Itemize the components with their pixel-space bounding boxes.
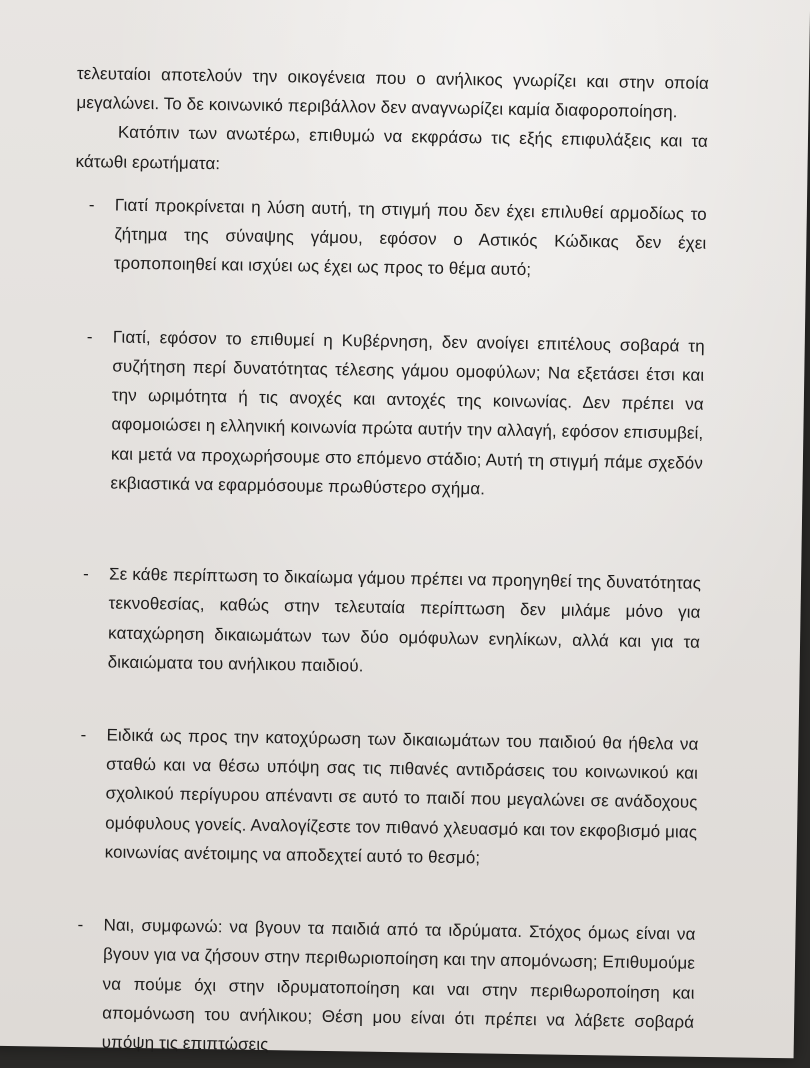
dash-bullet: -: [80, 725, 87, 745]
list-item: [64, 720, 698, 876]
dash-bullet: -: [88, 195, 95, 215]
list-item: [61, 910, 695, 1066]
document-body: [61, 59, 709, 1066]
intro-paragraph: τελευταίοι αποτελούν την οικογένεια που ο ανήλικος γνωρίζει και στην οποία μεγαλώνει. Το δε κοινωνικό περιβάλλον δεν αναγνωρίζει καμία διαφοροποίηση.: [76, 63, 709, 122]
dash-bullet: -: [82, 564, 89, 584]
list-item-text: Γιατί προκρίνεται η λύση αυτή, τη στιγμή που δεν έχει επιλυθεί αρμοδίως το ζήτημα της σύναψης γάμου, εφόσον ο Αστικός Κώδικας δεν έχει τροποποιηθεί και ισχύει ως έχει ως προς το θέμα αυτό;: [113, 195, 707, 280]
dash-bullet: -: [86, 326, 93, 346]
questions-intro-paragraph: Κατόπιν των ανωτέρω, επιθυμώ να εκφράσω τις εξής επιφυλάξεις και τα κάτωθι ερωτήματα:: [75, 123, 709, 173]
question-list: [61, 190, 707, 1066]
list-item: [74, 190, 707, 288]
list-item-text: Ναι, συμφωνώ: να βγουν τα παιδιά από τα ιδρύματα. Στόχος όμως είναι να βγουν για να ζήσουν στην περιθωριοποίηση και την απομόνωση; Επιθυμούμε να πούμε όχι στην ιδρυματοποίηση και ναι στην περιθωροποίηση και απομόνωση του ανήλικου; Θέση μου είναι ότι πρέπει να λάβετε σοβαρά υπόψη τις επιπτώσεις: [101, 915, 696, 1055]
list-item-text: Γιατί, εφόσον το επιθυμεί η Κυβέρνηση, δεν ανοίγει επιτέλους σοβαρά τη συζήτηση περί δυνατότητας τέλεσης γάμου ομοφύλων; Να εξετάσει έτσι και την ωριμότητα ή τις ανοχές και αντοχές της κοινωνίας. Δεν πρέπει να αφομοιώσει η ελληνική κοινωνία πρώτα αυτήν την αλλαγή, εφόσον επισυμβεί, και μετά να προχωρήσουμε στο επόμενο στάδιο; Αυτή τη στιγμή πάμε σχεδόν εκβιαστικά να εφαρμόσουμε πρωθύστερο σχήμα.: [110, 327, 705, 499]
list-item-text: Σε κάθε περίπτωση το δικαίωμα γάμου πρέπει να προηγηθεί της δυνατότητας τεκνοθεσίας, καθώς στην τελευταία περίπτωση δεν μιλάμε μόνο για καταχώρηση δικαιωμάτων των δύο ομόφυλων ενηλίκων, αλλά και για τα δικαιώματα του ανήλικου παιδιού.: [107, 564, 702, 676]
dash-bullet: -: [77, 915, 84, 935]
list-item-text: Ειδικά ως προς την κατοχύρωση των δικαιωμάτων του παιδιού θα ήθελα να σταθώ και να θέσω υπόψη σας τις πιθανές αντιδράσεις του κοινωνικού και σχολικού περίγυρου απέναντι σε αυτό το παιδί που μεγαλώνει σε ανάδοχους ομόφυλους γονείς. Αναλογίζεστε τον πιθανό χλευασμό και τον εκφοβισμό μιας κοινωνίας ανέτοιμης να αποδεχτεί αυτό το θεσμό;: [104, 725, 699, 868]
list-item: [67, 559, 701, 686]
list-item: [70, 322, 705, 507]
